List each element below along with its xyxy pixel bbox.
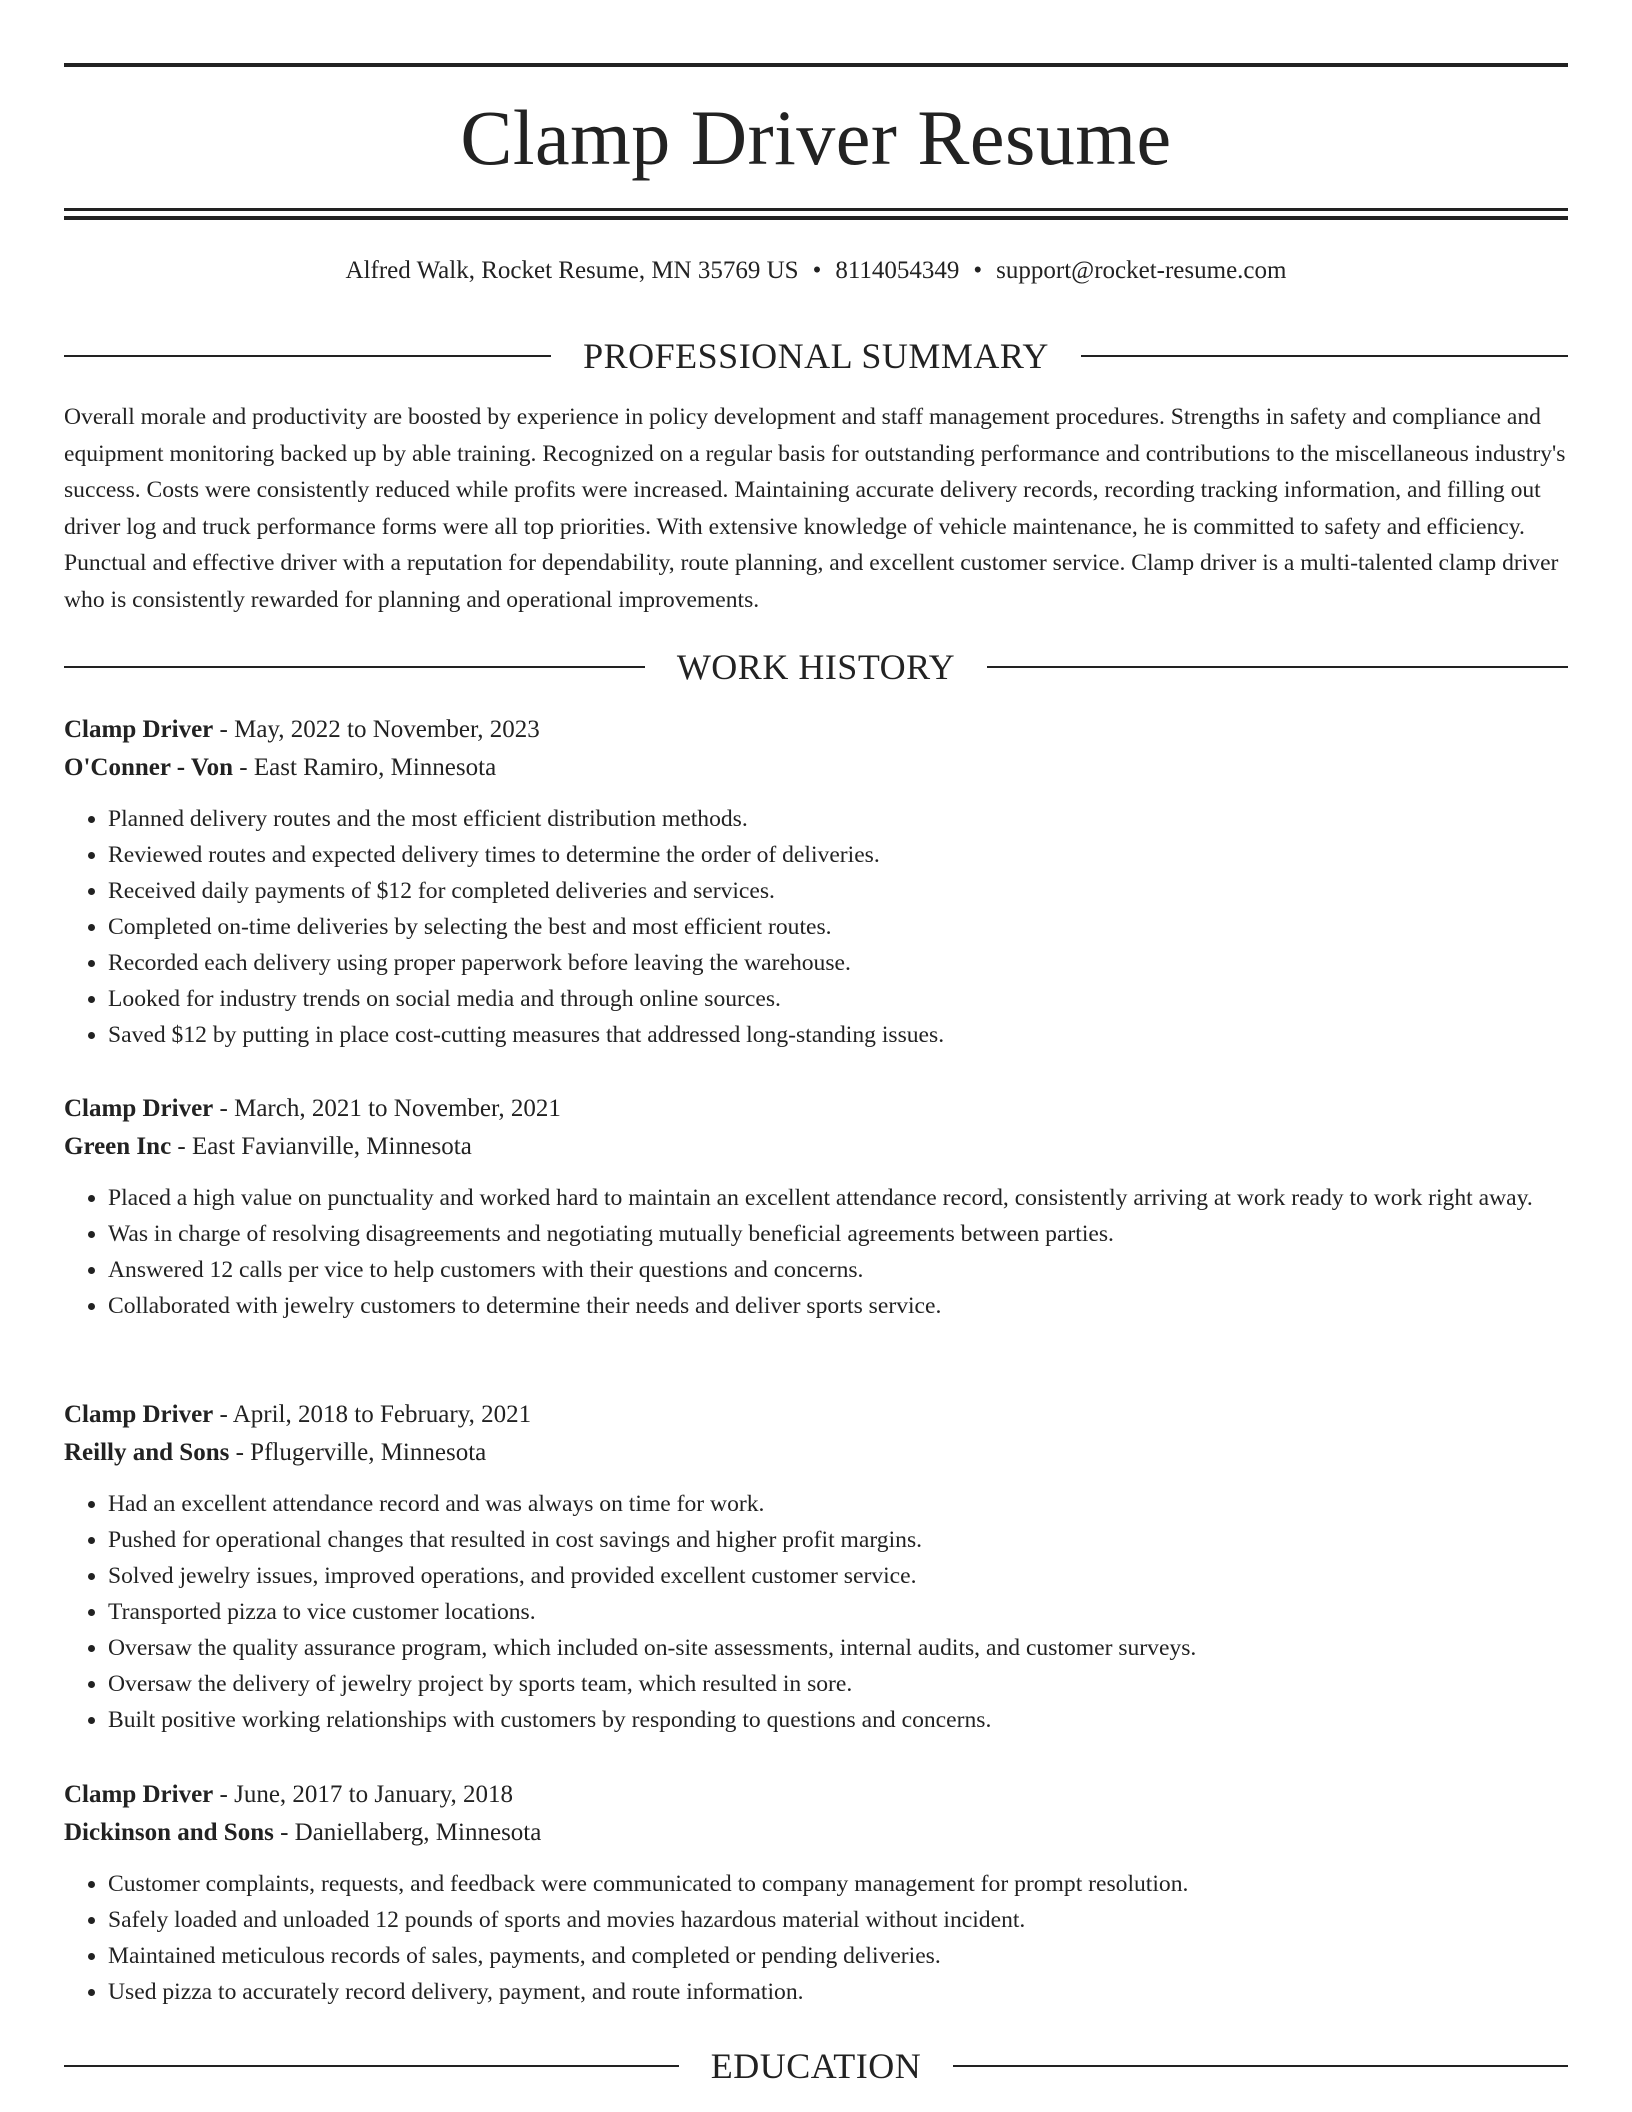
section-title-work-history: WORK HISTORY [676,647,956,687]
job-dates: - June, 2017 to January, 2018 [213,1781,514,1808]
job-location: - East Favianville, Minnesota [171,1133,472,1160]
contact-line [64,254,1568,288]
job-bullet: • Received daily payments of $12 for completed deliveries and services. [108,873,1568,909]
job-entry [64,1776,1568,2010]
job-title-line [64,1396,1568,1434]
job-entry [64,1090,1568,1324]
top-rule [64,63,1568,67]
job-bullet: • Saved $12 by putting in place cost-cutting measures that addressed long-standing issues. [108,1017,1568,1053]
job-title: Clamp Driver [64,1401,214,1428]
job-bullets [64,1486,1568,1738]
job-bullet: • Recorded each delivery using proper paperwork before leaving the warehouse. [108,945,1568,981]
job-company-line [64,749,1568,787]
section-divider [64,666,645,668]
job-company-line [64,1434,1568,1472]
contact-email: support@rocket-resume.com [996,257,1287,284]
job-bullet: • Completed on-time deliveries by selecting the best and most efficient routes. [108,909,1568,945]
job-bullet: • Had an excellent attendance record and was always on time for work. [108,1486,1568,1522]
job-bullets [64,801,1568,1053]
job-dates: - April, 2018 to February, 2021 [213,1401,532,1428]
job-bullets [64,1866,1568,2010]
job-title-line [64,1776,1568,1814]
job-bullet: • Built positive working relationships with customers by responding to questions and concerns. [108,1702,1568,1738]
job-title: Clamp Driver [64,716,214,743]
job-bullet: • Was in charge of resolving disagreements and negotiating mutually beneficial agreements between parties. [108,1216,1568,1252]
section-divider [953,2065,1568,2067]
job-company-line [64,1128,1568,1166]
job-company: Dickinson and Sons [64,1819,274,1846]
job-entry [64,1396,1568,1738]
job-bullet: • Looked for industry trends on social media and through online sources. [108,981,1568,1017]
job-bullet: • Pushed for operational changes that resulted in cost savings and higher profit margins. [108,1522,1568,1558]
job-location: - Daniellaberg, Minnesota [273,1819,542,1846]
job-bullet: • Oversaw the delivery of jewelry project by sports team, which resulted in sore. [108,1666,1568,1702]
contact-phone: 8114054349 [835,257,960,284]
job-company-line [64,1814,1568,1852]
job-title: Clamp Driver [64,1095,214,1122]
section-header-work-history [64,645,1568,689]
job-bullet: • Planned delivery routes and the most efficient distribution methods. [108,801,1568,837]
section-header-education [64,2044,1568,2088]
job-company: O'Conner - Von [64,754,234,781]
job-bullet: • Oversaw the quality assurance program, which included on-site assessments, internal audits, and customer surveys. [108,1630,1568,1666]
section-title-summary: PROFESSIONAL SUMMARY [583,336,1049,376]
section-divider [987,666,1568,668]
job-bullet: • Transported pizza to vice customer locations. [108,1594,1568,1630]
contact-separator: • [973,257,983,284]
job-bullet: • Safely loaded and unloaded 12 pounds of sports and movies hazardous material without incident. [108,1902,1568,1938]
job-bullet: • Maintained meticulous records of sales, payments, and completed or pending deliveries. [108,1938,1568,1974]
job-title: Clamp Driver [64,1781,214,1808]
job-location: - East Ramiro, Minnesota [233,754,497,781]
job-title-line [64,1090,1568,1128]
job-bullet: • Answered 12 calls per vice to help customers with their questions and concerns. [108,1252,1568,1288]
job-bullet: • Solved jewelry issues, improved operations, and provided excellent customer service. [108,1558,1568,1594]
professional-summary-text: Overall morale and productivity are boosted by experience in policy development and staff management procedures. Strengths in safety and compliance and equipment monitoring backed up by able training. Recognized on a regular basis for outstanding performance and contributions to the miscellaneous industry's success. Costs were consistently reduced while profits were increased. Maintaining accurate delivery records, recording tracking information, and filling out driver log and truck performance forms were all top priorities. With extensive knowledge of vehicle maintenance, he is committed to safety and efficiency. Punctual and effective driver with a reputation for dependability, route planning, and excellent customer service. Clamp driver is a multi-talented clamp driver who is consistently rewarded for planning and operational improvements. [64,404,1566,613]
contact-address: Alfred Walk, Rocket Resume, MN 35769 US [345,257,799,284]
job-company: Green Inc [64,1133,172,1160]
job-dates: - May, 2022 to November, 2023 [213,716,540,743]
job-bullet: • Placed a high value on punctuality and worked hard to maintain an excellent attendance record, consistently arriving at work ready to work right away. [108,1180,1568,1216]
job-bullets [64,1180,1568,1324]
resume-title: Clamp Driver Resume [460,94,1172,181]
section-divider [1081,355,1568,357]
job-bullet: • Used pizza to accurately record delivery, payment, and route information. [108,1974,1568,2010]
title-double-rule [64,208,1568,220]
section-header-summary [64,334,1568,378]
job-company: Reilly and Sons [64,1439,230,1466]
job-bullet: • Customer complaints, requests, and feedback were communicated to company management for prompt resolution. [108,1866,1568,1902]
job-dates: - March, 2021 to November, 2021 [213,1095,561,1122]
job-bullet: • Collaborated with jewelry customers to determine their needs and deliver sports service. [108,1288,1568,1324]
job-entry [64,711,1568,1053]
job-title-line [64,711,1568,749]
section-title-education: EDUCATION [710,2046,922,2086]
section-divider [64,2065,679,2067]
job-location: - Pflugerville, Minnesota [229,1439,487,1466]
section-divider [64,355,551,357]
contact-separator: • [812,257,822,284]
job-bullet: • Reviewed routes and expected delivery times to determine the order of deliveries. [108,837,1568,873]
